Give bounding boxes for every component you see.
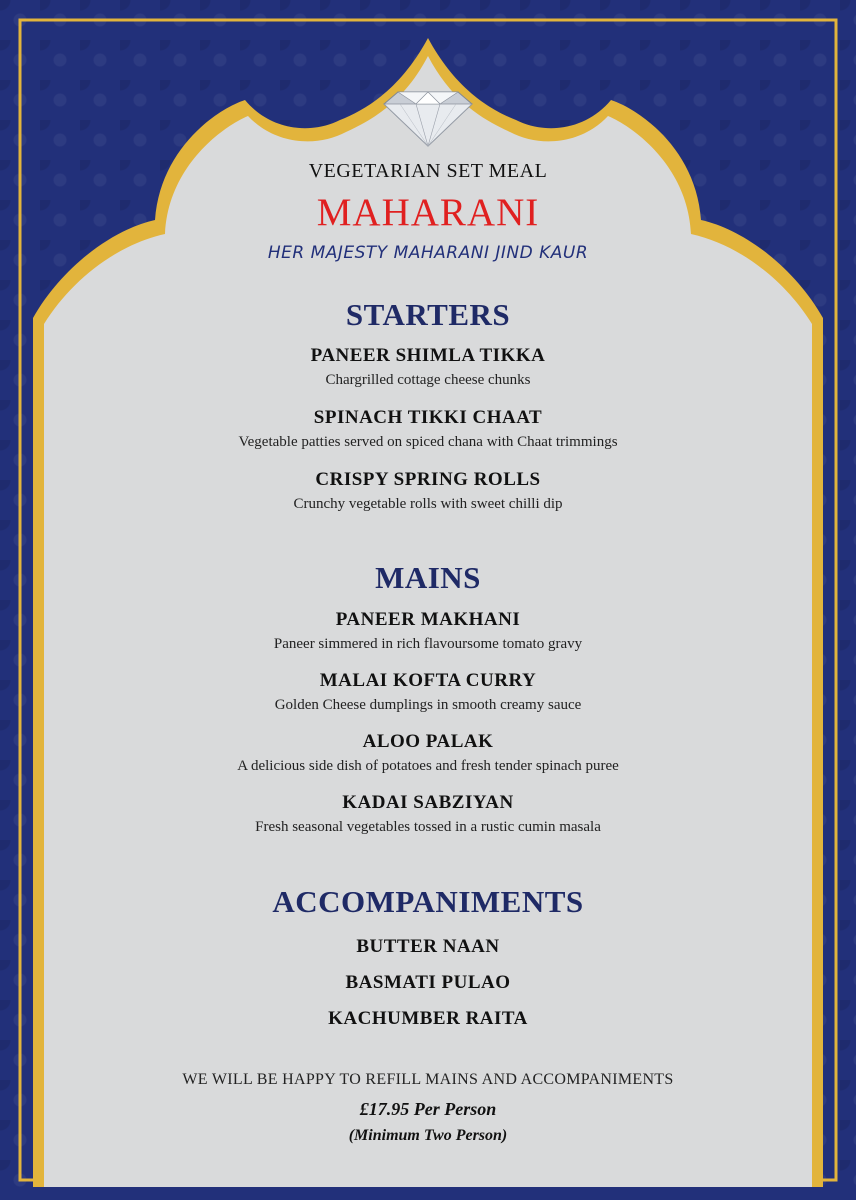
refill-note: WE WILL BE HAPPY TO REFILL MAINS AND ACCOMPANIMENTS (182, 1071, 674, 1088)
price: £17.95 Per Person (359, 1099, 497, 1119)
main-desc: Paneer simmered in rich flavoursome tomato gravy (273, 636, 583, 652)
minimum-order: (Minimum Two Person) (348, 1127, 508, 1144)
main-name: KADAI SABZIYAN (342, 792, 514, 813)
starter-name: PANEER SHIMLA TIKKA (310, 345, 546, 366)
mains-heading: MAINS (375, 560, 481, 595)
starter-desc: Chargrilled cottage cheese chunks (325, 372, 531, 388)
main-desc: A delicious side dish of potatoes and fresh tender spinach puree (237, 758, 619, 774)
accompaniment-item: KACHUMBER RAITA (328, 1008, 528, 1029)
starters-heading: STARTERS (345, 297, 511, 332)
accompaniments-heading: ACCOMPANIMENTS (272, 884, 584, 919)
main-name: MALAI KOFTA CURRY (319, 670, 537, 691)
menu-tagline: HER MAJESTY MAHARANI JIND KAUR (267, 243, 589, 263)
main-desc: Fresh seasonal vegetables tossed in a rustic cumin masala (255, 819, 601, 835)
main-name: PANEER MAKHANI (335, 609, 521, 630)
menu-title: MAHARANI (316, 191, 540, 234)
main-name: ALOO PALAK (362, 731, 494, 752)
accompaniment-item: BASMATI PULAO (345, 972, 511, 993)
starter-desc: Vegetable patties served on spiced chana with Chaat trimmings (238, 434, 618, 450)
starter-desc: Crunchy vegetable rolls with sweet chilli dip (293, 496, 563, 512)
accompaniment-item: BUTTER NAAN (356, 936, 500, 957)
main-desc: Golden Cheese dumplings in smooth creamy sauce (274, 697, 582, 713)
starter-name: SPINACH TIKKI CHAAT (313, 407, 543, 428)
starter-name: CRISPY SPRING ROLLS (315, 469, 541, 490)
menu-subtitle: VEGETARIAN SET MEAL (308, 160, 548, 182)
